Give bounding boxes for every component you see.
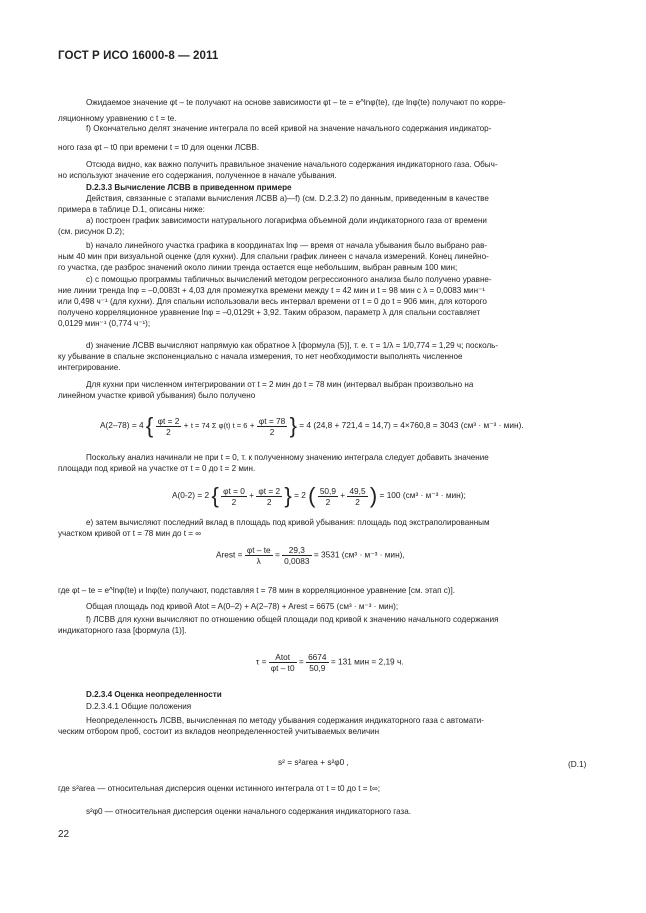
text-line: Действия, связанные с этапами вычисления ЛСВВ а)—f) (см. D.2.3.2) по данным, приведенным в качестве	[86, 194, 489, 203]
eq-tau-num1: Atot	[269, 652, 297, 663]
eq-a278-den2: 2	[269, 426, 275, 437]
eq-arest-num2: 29,3	[282, 545, 311, 556]
page-header: ГОСТ Р ИСО 16000-8 — 2011	[58, 50, 219, 62]
text-line: Ожидаемое значение φt – te получают на основе зависимости φt – te = e^lnφ(te), где lnφ(te) получают по корре-	[86, 98, 506, 107]
eq-a02-mid: = 2	[294, 490, 306, 501]
text-line: ного газа φt – t0 при времени t = t0 для оценки ЛСВВ.	[58, 143, 259, 152]
text-line: Неопределенность ЛСВВ, вычисленная по методу убывания содержания индикаторного газа с автомати-	[86, 716, 484, 725]
page-number: 22	[58, 829, 70, 840]
text-line: d) значение ЛСВВ вычисляют напрямую как обратное λ [формула (5)], т. е. τ = 1/λ = 1/0,774 = 1,29 ч; посколь-	[86, 341, 499, 350]
text-line: или 0,498 ч⁻¹ (для кухни). Для спальни использовали весь интервал времени от t = 0 до t = 906 мин, для которого	[58, 297, 487, 306]
text-line: Поскольку анализ начинали не при t = 0, т. к полученному значению интеграла следует добавить значение	[86, 453, 489, 462]
equation-a-rest: Arest = $\frac{\varphi t - te}{\lambda}$ = $\frac{29,3}{0,0083}$ = 3531 (см³ · м⁻³ · мин),	[216, 545, 405, 566]
text-line: Общая площадь под кривой Atot = A(0–2) + A(2–78) + Arest = 6675 (см³ · м⁻³ · мин);	[86, 602, 399, 611]
eq-a02-den2: 2	[266, 496, 272, 507]
eq-a278-rhs: = 4 (24,8 + 721,4 = 14,7) = 4×760,8 = 3043 (см³ · м⁻³ · мин).	[299, 420, 524, 431]
eq-a278-num2: φt = 78	[258, 415, 286, 426]
eq-a02-den3: 2	[325, 496, 331, 507]
text-line: интегрирование.	[58, 363, 121, 372]
eq-a278-lhs: A(2–78) = 4	[100, 420, 144, 431]
text-line: ку убывание в спальне экспоненциально с начала измерения, то нет необходимости выполнять численное	[58, 352, 463, 361]
text-line: участком кривой от t = 78 мин до t = ∞	[58, 529, 202, 538]
eq-a02-num2: φt = 2	[258, 485, 281, 496]
text-line: b) начало линейного участка графика в координатах lnφ — время от начала убывания было выбрано рав-	[86, 241, 488, 250]
text-line: Отсюда видно, как важно получить правильное значение начального содержания индикаторного газа. Обыч-	[86, 160, 498, 169]
eq-a02-den4: 2	[355, 496, 360, 507]
text-line: c) с помощью программы табличных вычислений методом регрессионного анализа было получено уравне-	[86, 275, 492, 284]
text-line: e) затем вычисляют последний вклад в площадь под кривой убывания: площадь под экстраполированным	[86, 518, 490, 527]
text-line: Для кухни при численном интегрировании от t = 2 мин до t = 78 мин (интервал выбран произвольно на	[86, 380, 474, 389]
eq-tau-den1: φt – t0	[270, 663, 295, 673]
text-line: го участка, где разброс значений около линии тренда остается еще небольшим, выбран равным 100 мин;	[58, 263, 458, 272]
text-line: a) построен график зависимости натурального логарифма объемной доли индикаторного газа от времени	[86, 216, 487, 225]
equation-a-0-2: A(0-2) = 2 { $\frac{\varphi t = 0}{2}$ + $\frac{\varphi t = 2}{2}$ } = 2 ( $\frac{50,9}{2}$ + $\frac{49,5}{2}$ ) = 100 (см³ · м⁻³ · мин);	[172, 483, 466, 508]
eq-a02-num3: 50,9	[319, 485, 336, 496]
eq-a02-num1: φt = 0	[223, 485, 245, 496]
text-line: 0,0129 мин⁻¹ (0,774 ч⁻¹);	[58, 319, 151, 328]
eq-tau-den2: 50,9	[309, 663, 326, 673]
equation-tau: τ = $\frac{\text{Atot}}{\varphi t - t0}$ = $\frac{6674}{50,9}$ = 131 мин = 2,19 ч.	[256, 652, 404, 673]
text-line: ляционному уравнению с t = te.	[58, 114, 177, 123]
eq-a02-lhs: A(0-2) = 2	[172, 490, 210, 501]
eq-arest-num1: φt – te	[246, 545, 271, 555]
text-line: получено корреляционное уравнение lnφ = –0,0129t + 3,92. Таким образом, параметр λ для спальни составляет	[58, 308, 481, 317]
text-line: D.2.3.3 Вычисление ЛСВВ в приведенном примере	[86, 183, 292, 192]
eq-a278-sum: t = 74 Σ φ(t) t = 6	[190, 421, 248, 431]
eq-arest-den1: λ	[256, 556, 261, 566]
eq-a278-num1: φt = 2	[157, 415, 180, 426]
text-line: ние линии тренда lnφ = –0,0083t + 4,03 для промежутка времени между t = 42 мин и t = 98 мин с λ = 0,0083 мин⁻¹	[58, 286, 486, 295]
text-line: но используют значение его содержания, полученное в начале убывания.	[58, 171, 337, 180]
eq-tau-rhs: = 131 мин = 2,19 ч.	[330, 656, 404, 667]
eq-a278-den1: 2	[166, 426, 171, 437]
text-line: где φt – te = e^lnφ(te) и lnφ(te) получают, подставляя t = 78 мин в корреляционное уравнение [см. этап с)].	[58, 586, 455, 595]
equation-d1-number: (D.1)	[568, 759, 587, 769]
text-line: где s²area — относительная дисперсия оценки истинного интеграла от t = t0 до t = t∞;	[58, 784, 381, 793]
text-line: f) Окончательно делят значение интеграла по всей кривой на значение начального содержания индикатор-	[86, 124, 492, 133]
eq-arest-rhs: = 3531 (см³ · м⁻³ · мин),	[313, 549, 405, 560]
eq-arest-den2: 0,0083	[284, 556, 310, 566]
equation-a-2-78: A(2–78) = 4 { $\frac{\varphi t = 2}{2}$ + t = 74 Σ φ(t) t = 6 + $\frac{\varphi t = 78}{2}$ } = 4 (24,8 + 721,4 = 14,7) = 4×760,8 = 3043 (см³ · м⁻³ · мин).	[100, 413, 524, 438]
text-line: индикаторного газа [формула (1)].	[58, 626, 187, 635]
text-line: f) ЛСВВ для кухни вычисляют по отношению общей площади под кривой к значению начального содержания	[86, 615, 499, 624]
eq-a02-num4: 49,5	[349, 485, 366, 496]
eq-a02-den1: 2	[231, 496, 237, 507]
text-line: D.2.3.4 Оценка неопределенности	[86, 690, 222, 699]
text-line: ным 40 мин при визуальной оценке (для кухни). Для спальни график линеен с начала измерений. Конец линейно-	[58, 252, 489, 261]
text-line: примера в таблице D.1, описаны ниже:	[58, 205, 205, 214]
eq-tau-lhs: τ =	[256, 656, 267, 667]
eq-a02-rhs: = 100 (см³ · м⁻³ · мин);	[379, 490, 466, 501]
eq-arest-lhs: Arest =	[216, 549, 243, 560]
text-line: D.2.3.4.1 Общие положения	[86, 702, 192, 711]
text-line: ческим отбором проб, состоит из вкладов неопределенностей учитываемых величин	[58, 727, 380, 736]
equation-d1: s² = s²area + s²φ0 ,	[278, 757, 349, 767]
text-line: линейном участке кривой убывания) было получено	[58, 391, 256, 400]
eq-tau-num2: 6674	[308, 652, 327, 662]
text-line: площади под кривой на участке от t = 0 до t = 2 мин.	[58, 464, 256, 473]
text-line: (см. рисунок D.2);	[58, 227, 125, 236]
text-line: s²φ0 — относительная дисперсия оценки начального содержания индикаторного газа.	[86, 807, 411, 816]
